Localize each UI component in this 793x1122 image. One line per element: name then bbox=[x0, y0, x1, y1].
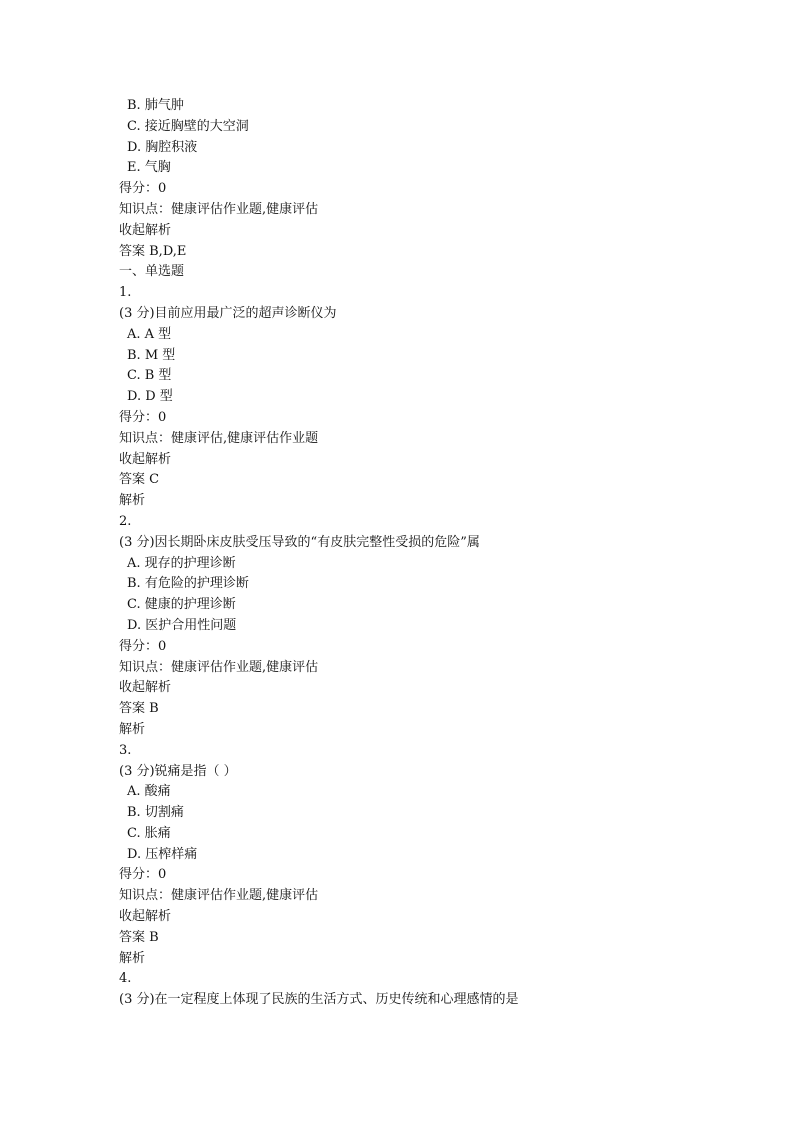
option-c: C. B 型 bbox=[127, 368, 172, 384]
document-page bbox=[119, 96, 759, 1011]
collapse-analysis-link[interactable]: 收起解析 bbox=[119, 909, 172, 925]
question-number: 3. bbox=[119, 742, 132, 758]
option-b: B. 肺气肿 bbox=[127, 98, 184, 113]
option-b: B. 有危险的护理诊断 bbox=[127, 576, 249, 592]
score-text: 得分：0 bbox=[119, 409, 167, 425]
question-stem: (3 分)目前应用最广泛的超声诊断仪为 bbox=[119, 305, 337, 321]
collapse-analysis-link[interactable]: 收起解析 bbox=[119, 222, 172, 238]
option-d: D. 医护合用性问题 bbox=[127, 617, 237, 633]
score-text: 得分：0 bbox=[119, 181, 167, 197]
question-number: 1. bbox=[119, 285, 132, 301]
question-number: 4. bbox=[119, 971, 132, 987]
score-text: 得分：0 bbox=[119, 638, 167, 654]
collapse-analysis-link[interactable]: 收起解析 bbox=[119, 451, 172, 467]
option-d: D. D 型 bbox=[127, 389, 173, 405]
answer-text: 答案 B,D,E bbox=[119, 243, 187, 259]
analysis-label: 解析 bbox=[119, 493, 146, 509]
score-text: 得分：0 bbox=[119, 867, 167, 883]
option-b: B. 切割痛 bbox=[127, 805, 184, 821]
question-stem: (3 分)因长期卧床皮肤受压导致的“有皮肤完整性受损的危险”属 bbox=[119, 534, 480, 550]
option-c: C. 健康的护理诊断 bbox=[127, 597, 236, 613]
analysis-label: 解析 bbox=[119, 950, 146, 966]
knowledge-point: 知识点：健康评估,健康评估作业题 bbox=[119, 430, 319, 446]
option-d: D. 胸腔积液 bbox=[127, 139, 198, 155]
question-number: 2. bbox=[119, 513, 132, 529]
knowledge-point: 知识点：健康评估作业题,健康评估 bbox=[119, 888, 319, 904]
option-d: D. 压榨样痛 bbox=[127, 846, 198, 862]
option-c: C. 胀痛 bbox=[127, 825, 171, 841]
knowledge-point: 知识点：健康评估作业题,健康评估 bbox=[119, 201, 319, 217]
question-stem: (3 分)锐痛是指（ ） bbox=[119, 763, 237, 779]
collapse-analysis-link[interactable]: 收起解析 bbox=[119, 680, 172, 696]
option-e: E. 气胸 bbox=[127, 160, 171, 176]
section-title: 一、单选题 bbox=[119, 264, 185, 280]
option-a: A. A 型 bbox=[127, 326, 172, 342]
option-a: A. 现存的护理诊断 bbox=[127, 555, 236, 571]
question-stem: (3 分)在一定程度上体现了民族的生活方式、历史传统和心理感情的是 bbox=[119, 992, 519, 1008]
analysis-label: 解析 bbox=[119, 721, 146, 737]
answer-text: 答案 C bbox=[119, 472, 160, 488]
answer-text: 答案 B bbox=[119, 929, 159, 945]
answer-text: 答案 B bbox=[119, 701, 159, 717]
option-c: C. 接近胸壁的大空洞 bbox=[127, 118, 249, 134]
knowledge-point: 知识点：健康评估作业题,健康评估 bbox=[119, 659, 319, 675]
option-b: B. M 型 bbox=[127, 347, 176, 363]
option-a: A. 酸痛 bbox=[127, 784, 171, 800]
